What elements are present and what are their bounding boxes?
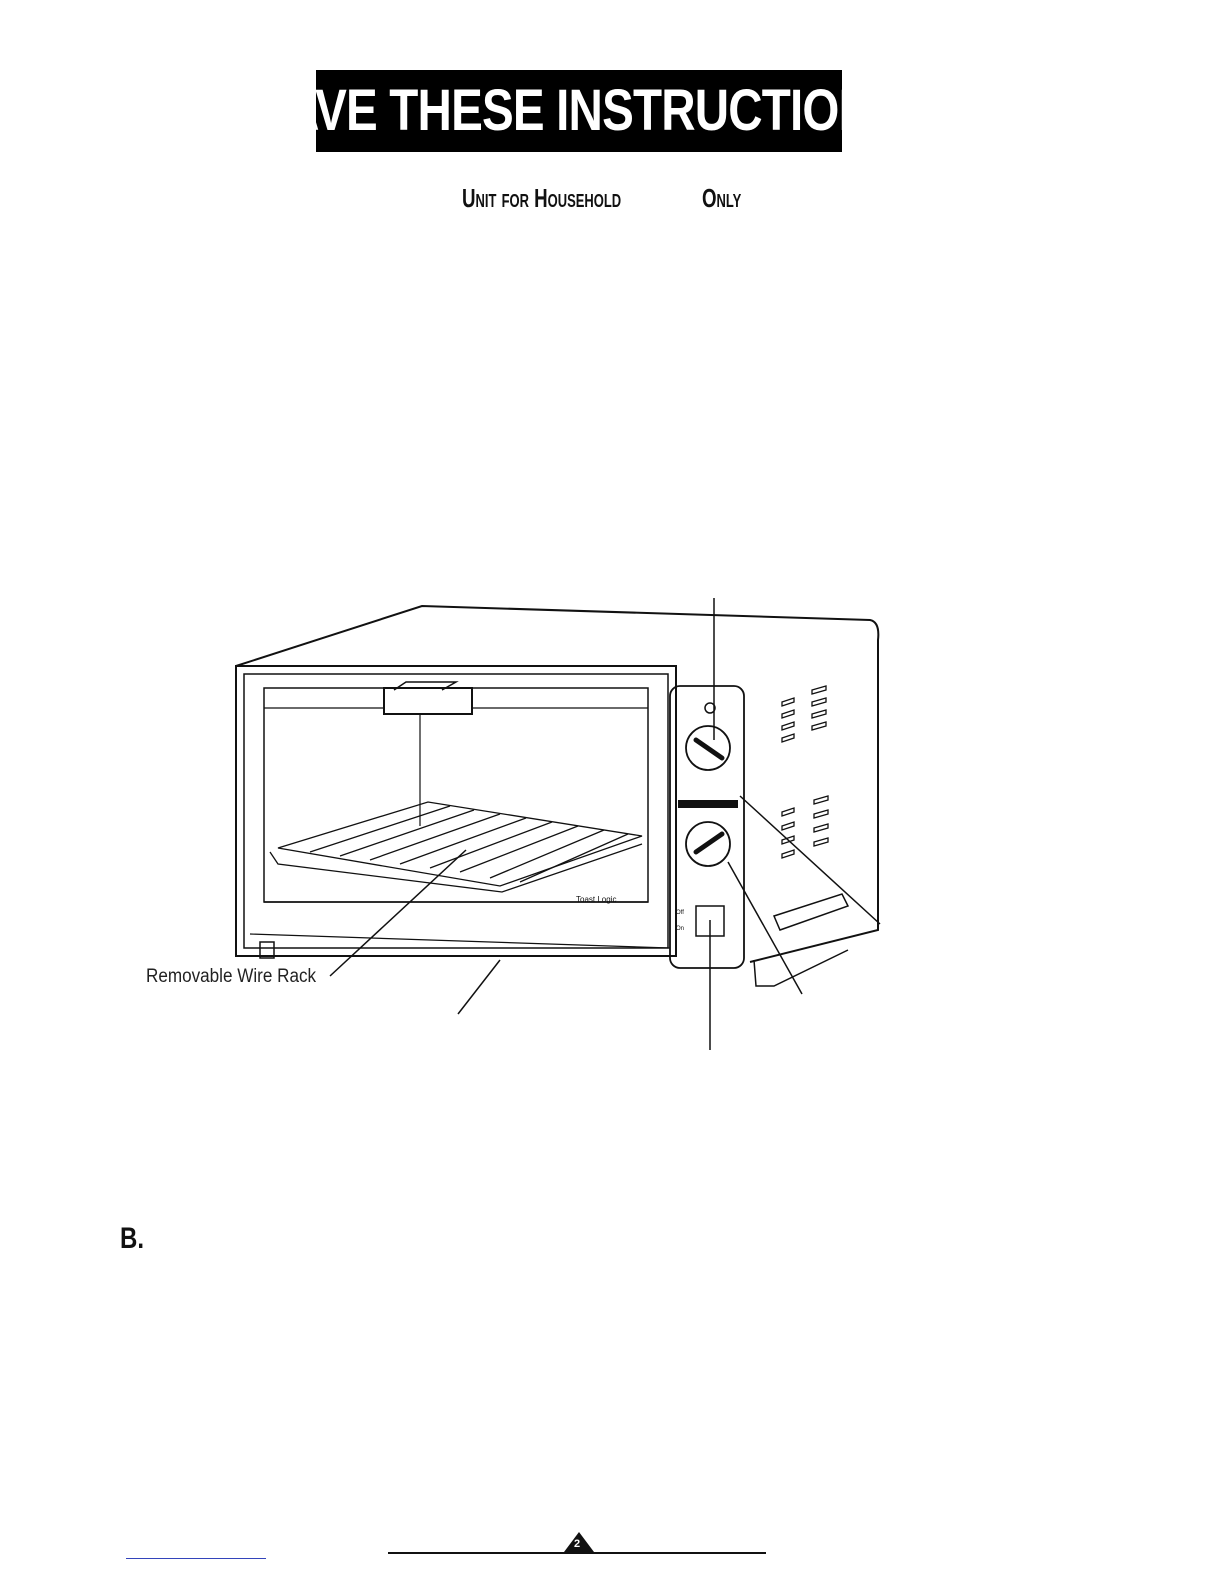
- oven-front-inner: [244, 674, 668, 948]
- subtitle-household: Unit for Household: [462, 183, 622, 213]
- section-b-heading: B.: [120, 1222, 144, 1255]
- subtitle-only: Only: [702, 183, 742, 213]
- toaster-oven-diagram: [130, 590, 910, 1060]
- wire-rack-label: Removable Wire Rack: [146, 966, 317, 987]
- footer-rule-left: [126, 1558, 266, 1559]
- brand-strip: [678, 800, 738, 808]
- save-instructions-banner: [254, 70, 904, 152]
- banner-title: SAVE THESE INSTRUCTIONS: [254, 78, 904, 143]
- on-mark: On: [676, 926, 685, 932]
- logo-mark: Toast Logic: [576, 895, 617, 904]
- page-number: 2: [574, 1538, 581, 1550]
- oven-top-outline: [236, 606, 878, 962]
- oven-foot-right: [754, 950, 848, 986]
- wire-rack-graphic: [270, 802, 642, 892]
- side-slot: [774, 894, 848, 930]
- off-mark: Off: [676, 910, 684, 916]
- oven-top-handle: [384, 688, 472, 714]
- side-vents: [782, 686, 828, 858]
